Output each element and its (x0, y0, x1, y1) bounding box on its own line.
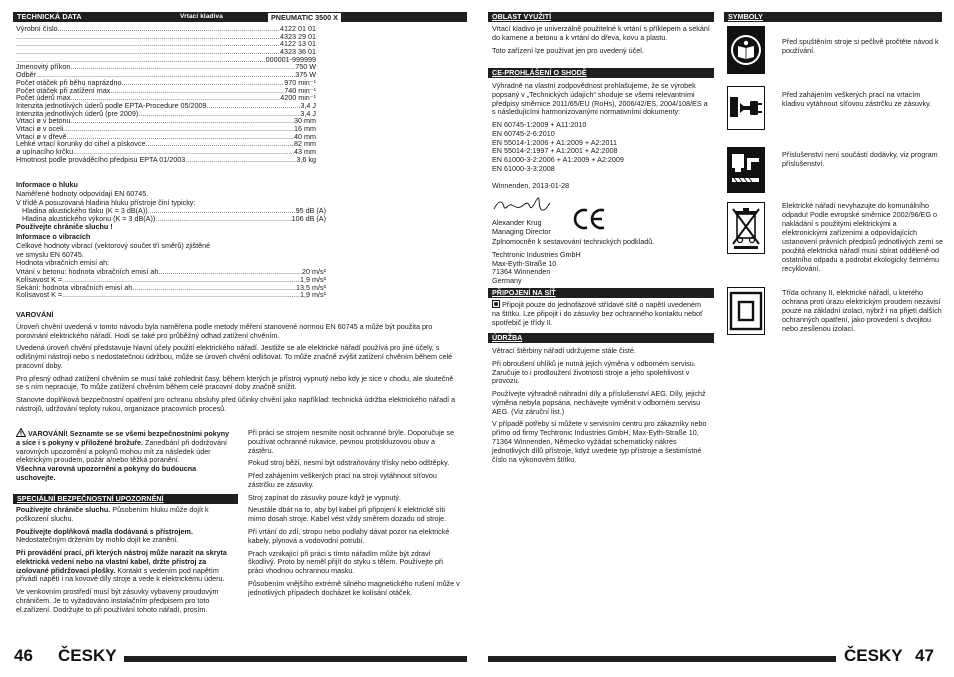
vibration-label: Kolísavost K = (16, 274, 63, 284)
ce-header: CE-PROHLÁŠENÍ O SHODĚ (488, 68, 714, 78)
spec-row (16, 40, 316, 48)
noise-label: Hladina akustického tlaku (K = 3 dB(A)) (22, 206, 148, 216)
spec-label: Hmotnost podle prováděcího předpisu EPTA 01/2003 (16, 154, 186, 164)
spec-label: Lehké vrtací korunky do cihel a pískovce (16, 139, 146, 149)
ce-text (492, 82, 710, 191)
symbol-class-ii (727, 287, 765, 335)
vibration-label: Sekání: hodnota vibračních emisí ah (16, 282, 133, 292)
special-t2: Nedostatečným držením by mohlo dojít ke zranění. (16, 535, 179, 545)
safety-paragraph: Pokud stroj běží, nesmí být odstraňovány třísky nebo odštěpky. (248, 458, 450, 468)
right-language-label: ČESKY (844, 646, 903, 665)
vibration-value: 20 m/s² (302, 267, 326, 277)
hearing-warning: Používejte chrániče sluchu ! (16, 221, 113, 231)
leader-dots (62, 291, 300, 300)
ce-p1: Výhradně na vlastní zodpovědnost prohlašujeme, že se výrobek popsaný v „Technických údajích“ shoduje se všemi relevantními předpisy směrnice 2011/65/EU (RoHs), 2006/42/ES, 2004/108/ES a s následujícími harmonizovanými normativními dokumenty: (492, 81, 708, 117)
spec-value: 30 mm (294, 116, 316, 126)
symbol-unplug (727, 86, 765, 130)
noise-line2: V třídě A posuzovaná hladina hluku přístroje činí typicky: (16, 197, 196, 207)
spec-label: Odběr (16, 70, 36, 80)
spec-value: 375 W (295, 70, 316, 80)
company-line4: Germany (492, 276, 522, 286)
vibration-title: Informace o vibracích (16, 232, 91, 241)
signature (492, 195, 552, 215)
special-b3: Při provádění prací, při kterých nástroj může narazit na skryta elektrická vedení nebo na vlastní kabel, držte přístroj za izolované přidržovací plošky. (16, 548, 227, 575)
varovani-p4: Stanovte doplňková bezpečnostní opatření pro ochranu obsluhy před účinky chvění jako například: technická údržba elektrického nářadí a nástrojů, udržování teploty rukou, organizace pracovních procesů. (16, 395, 456, 414)
symbol-weee-text: Elektrické nářadí nevyhazujte do komunálního odpadu! Podle evropské směrnice 2002/96/EG o nakládání s použitými elektrickými a elektronickými zařízeními a odpovídajících ustanovení právních předpisů jednotlivých zemí se použitá elektrická nářadí musí sbírat odděleně od ostatního odpadu a podrobit ekologicky šetrnému recyklování. (782, 201, 944, 273)
vibration-label: Kolísavost K = (16, 290, 63, 300)
ce-standards (492, 121, 710, 174)
vibration-line1: Celkové hodnoty vibrací (vektorový součet tří směrů) zjištěné (16, 240, 211, 250)
warning-triangle-icon (16, 428, 26, 437)
safety-paragraph: Působením vnějšího extrémě silného magnetického rušení může v jednotlivých případech docházet ke kolísání otáček. (248, 578, 460, 597)
company-line3: 71364 Winnenden (492, 267, 551, 277)
ce-place-date: Winnenden, 2013-01-28 (492, 180, 570, 190)
noise-value: 106 dB (A) (291, 214, 326, 224)
spec-value: 3,4 J (300, 100, 316, 110)
warning-keep: Všechna varovná upozornění a pokyny do budoucna uschovejte. (16, 464, 197, 482)
symbol-class-ii-text: Třída ochrany II, elektrické nářadí, u kterého ochrana proti úrazu elektrickým proudem nezávisí pouze na základní izolaci, nýbrž i na přijetí dalších ochranných opatření, jako provedení s dvojitou nebo zesílenou izolací. (782, 288, 942, 333)
usage-p2: Toto zařízení lze používat jen pro uvedený účel. (492, 45, 644, 55)
weee-bin-icon (731, 206, 761, 250)
spec-value: 3,4 J (300, 108, 316, 118)
vibration-line3: Hodnota vibračních emisí ah: (16, 258, 110, 268)
signer-name: Alexander Krug (492, 218, 542, 227)
symbol-accessories (727, 147, 765, 193)
tech-data-title: TECHNICKÁ DATA (17, 12, 82, 21)
noise-value: 95 dB (A) (295, 206, 326, 216)
spec-value: 16 mm (294, 123, 316, 133)
noise-line1: Naměřené hodnoty odpovídají EN 60745. (16, 188, 149, 198)
spec-label: Počet úderů max (16, 93, 71, 103)
ce-standard: EN 61000-3-3:2008 (492, 164, 555, 174)
spec-row (16, 63, 316, 71)
spec-label: Intenzita jednotlivých úderů podle EPTA-Procedure 05/2009 (16, 100, 207, 110)
ce-standard: EN 60745-1:2009 + A11:2010 (492, 120, 587, 130)
vibration-value: 13,5 m/s² (296, 282, 326, 292)
special-t4: Ve venkovním prostředí musí být zásuvky vybaveny proudovým chráničem. Je to vyžadováno instalačním předpisem pro toto el.zařízení. Dodržujte to při používání tohoto nářadí, prosím. (16, 587, 219, 614)
varovani-title: VAROVÁNÍ (16, 310, 54, 319)
vibration-line2: ve smyslu EN 60745. (16, 249, 84, 259)
special-t1: Působením hluku může dojít k poškození sluchu. (16, 505, 209, 523)
spec-value: 4122 01 01 (280, 24, 316, 33)
ce-standard: EN 55014-2:1997 + A1:2001 + A2:2008 (492, 146, 618, 156)
noise-info (16, 181, 326, 232)
mains-header: PŘIPOJENÍ NA SÍŤ (488, 288, 714, 298)
class-ii-small-icon (492, 300, 500, 308)
spec-row (16, 25, 316, 33)
company-line2: Max-Eyth-Straße 10 (492, 258, 557, 268)
usage-text (492, 25, 710, 59)
vibration-label: Vrtání v betonu: hodnota vibračních emisí ah (16, 267, 159, 277)
symbol-unplug-text: Před zahájením veškerých prací na vrtacím kladivu vytáhnout síťovou zástrčku ze zásuvky. (782, 90, 932, 108)
symbol-manual (727, 26, 765, 74)
symbols-header: SYMBOLY (724, 12, 942, 22)
spec-label: Vrtací ø v oceli (16, 123, 64, 133)
noise-title: Informace o hluku (16, 180, 78, 189)
special-b1: Používejte chrániče sluchu. (16, 505, 111, 514)
safety-paragraph: Stroj zapínat do zásuvky pouze když je vypnutý. (248, 492, 402, 502)
ce-company (492, 238, 712, 286)
model-name: PNEUMATIC 3500 X (268, 13, 341, 22)
right-page-number: 47 (915, 646, 934, 665)
usage-p1: Vrtací kladivo je univerzálně použitelné k vrtání s příklepem a sekání do kamene a betonu a k vrtání do dřeva, kovu a plastu. (492, 24, 710, 42)
vibration-warning (16, 311, 456, 418)
symbol-accessories-text: Příslušenství není součástí dodávky, viz program příslušenství. (782, 150, 938, 168)
varovani-p2: Uvedená úroveň chvění představuje hlavní účely použití elektrického nářadí. Jestliže se ale elektrické nářadí používá pro jiné účely, s odlišnými nástroji nebo s nedostatečnou údržbou, může se úroveň chvění odlišovat. To může značně zvýšit zatížení chvěním během celé pracovní doby. (16, 343, 453, 370)
spec-label: Vrtací ø v betonu (16, 116, 71, 126)
left-language-label: ČESKY (58, 646, 117, 665)
tool-type-label: Vrtací kladiva (180, 13, 223, 20)
special-t3: Kontakt s vedením pod napětím přivádí napětí i na kovové díly stroje a vede k elektrickému úderu. (16, 565, 225, 584)
spec-row (16, 33, 316, 41)
warning-lead: VAROVÁNÍ! Seznamte se se všemi bezpečnostními pokyny a síce i s pokyny v přiložené brožuře. (16, 429, 230, 447)
varovani-p3: Pro přesný odhad zatížení chvěním se musí také zohlednit časy, během kterých je přístroj vypnutý nebo kdy je sice v chodu, ale skutečně se s ním nepracuje. To může zatížení chvěním během celé pracovní doby značně snížit. (16, 373, 454, 392)
vibration-value: 1,9 m/s² (300, 290, 326, 300)
leader-dots (155, 215, 291, 224)
spec-label: Počet otáček při zatížení max (16, 85, 111, 95)
vibration-row (16, 268, 326, 276)
spec-value: 43 mm (294, 147, 316, 156)
noise-label: Hladina akustického výkonu (K = 3 dB(A)) (22, 214, 156, 224)
manual-icon (730, 34, 762, 66)
mains-body: Připojit pouze do jednofázové střídavé sítě o napětí uvedeném na štítku. Lze připojit i do zásuvky bez ochranného kontaktu neboť spotřebič je třídy II. (492, 300, 703, 327)
spec-table (16, 25, 316, 163)
spec-value: 4323 36 01 (280, 47, 316, 57)
company-line1: Techtronic Industries GmbH (492, 249, 581, 259)
safety-middle-column (248, 429, 460, 602)
class-ii-icon (729, 291, 763, 331)
left-page-number: 46 (14, 646, 33, 665)
spec-row (16, 156, 316, 164)
accessories-icon (729, 150, 763, 190)
tech-data-header (13, 12, 467, 22)
mains-text (492, 300, 710, 327)
spec-value: 82 mm (294, 139, 316, 149)
spec-label: Vrtací ø v dřevě (16, 131, 67, 141)
maintenance-header: ÚDRŽBA (488, 333, 714, 343)
spec-value: 750 W (295, 62, 316, 72)
maint-p3: Používejte výhradně náhradní díly a příslušenství AEG. Díly, jejichž výměna nebyla popsána, nechávejte vyměnit v odborném servisu AEG. (Viz záruční list.) (492, 389, 706, 416)
symbol-weee (727, 202, 765, 254)
spec-label: Intenzita jednotlivých úderů (pre 2009) (16, 108, 139, 118)
ce-standard: EN 61000-3-2:2006 + A1:2009 + A2:2009 (492, 155, 624, 165)
leader-dots (185, 156, 296, 165)
maintenance-text (492, 347, 710, 468)
spec-value: 4200 min⁻¹ (280, 93, 316, 103)
safety-paragraph: Prach vznikající při práci s tímto nářadím může být zdraví škodlivý. Proto by neměl přijít do styku s tělem. Používejte při práci vhodnou ochrannou masku. (248, 548, 443, 576)
spec-value: 4323 29 01 (280, 31, 316, 41)
spec-label: Počet otáček při běhu naprázdno (16, 77, 122, 87)
safety-paragraph: Neustále dbát na to, aby byl kabel při připojení k elektrické síti mimo dosah stroje. Kabel vést vždy směrem dozadu od stroje. (248, 505, 447, 524)
maint-p1: Větrací štěrbiny nářadí udržujeme stále čisté. (492, 346, 636, 355)
ce-mark-icon (573, 208, 607, 230)
warning-text: Zanedbání při dodržování varovných upozornění a pokynů mohou mít za následek úder elektrickým proudem, požár a/nebo těžká poranění. (16, 437, 227, 465)
left-footer-stripe (124, 656, 467, 662)
safety-paragraph: Při vrtání do zdí, stropu nebo podlahy dávat pozor na elektrické kabely, plynová a vodovodní potrubí. (248, 527, 450, 545)
spec-label: ø upínacího krčku (16, 147, 74, 156)
spec-value: 970 min⁻¹ (284, 77, 316, 87)
ce-authorized: Zplnomocněn k sestavování technických podkladů. (492, 237, 655, 246)
ce-standard: EN 60745-2-6:2010 (492, 128, 555, 138)
spec-value: ...000001-999999 (259, 54, 316, 64)
spec-value: 40 mm (294, 131, 316, 141)
ce-standard: EN 55014-1:2006 + A1:2009 + A2:2011 (492, 137, 617, 147)
spec-value: 3,6 kg (296, 154, 316, 164)
safety-warning (16, 428, 232, 483)
maint-p2: Při obroušení uhlíků je nutná jejich výměna v odborném servisu. Zaručuje to i prodloužení životnosti stroje a jeho spolehlivost v provozu. (492, 358, 696, 386)
spec-label: Jmenovitý příkon (16, 62, 71, 72)
right-footer-stripe (488, 656, 836, 662)
unplug-icon (728, 91, 764, 125)
vibration-info (16, 233, 326, 299)
spec-value: 740 min⁻¹ (284, 85, 316, 95)
safety-paragraph: Při práci se strojem nesmíte nosit ochranné brýle. Doporučuje se používat ochranné rukavice, pevnou protiskluzovou obuv a zástěru. (248, 428, 455, 455)
spec-label: Výrobní číslo (16, 24, 58, 33)
vibration-row (16, 284, 326, 292)
vibration-value: 1,9 m/s² (300, 274, 326, 284)
special-safety-text (16, 506, 234, 619)
safety-paragraph: Před zahájením veškerých prací na stroji vytáhnout síťovou zástrčku ze zásuvky. (248, 471, 437, 489)
usage-header: OBLAST VYUŽITÍ (488, 12, 714, 22)
special-b2: Používejte doplňková madla dodávaná s přístrojem. (16, 526, 193, 536)
symbol-manual-text: Před spuštěním stroje si pečlivě pročtěte návod k používání. (782, 37, 939, 55)
signer-role: Managing Director (492, 226, 551, 236)
spec-value: 4122 13 01 (280, 39, 316, 49)
vibration-row (16, 291, 326, 299)
maint-p4: V případě potřeby si můžete v servisním centru pro zákazníky nebo přímo od firmy Techtronic Industries GmbH, Max-Eyth-Straße 10, 71364 Winnenden, Německo vyžádat schematický nákres jednotlivých dílů přístroje, když uvedete typ přístroje a šestimístné číslo na výkonovém štítku. (492, 419, 707, 464)
varovani-p1: Úroveň chvění uvedená v tomto návodu byla naměřena podle metody měření stanovené normou EN 60745 a může být použita pro porovnání elektrického nářadí. Hodí se také pro průběžný odhad zatížení chvěním. (16, 321, 433, 340)
special-safety-header: SPECIÁLNÍ BEZPEČNOSTNÍ UPOZORNĚNÍ (13, 494, 238, 504)
